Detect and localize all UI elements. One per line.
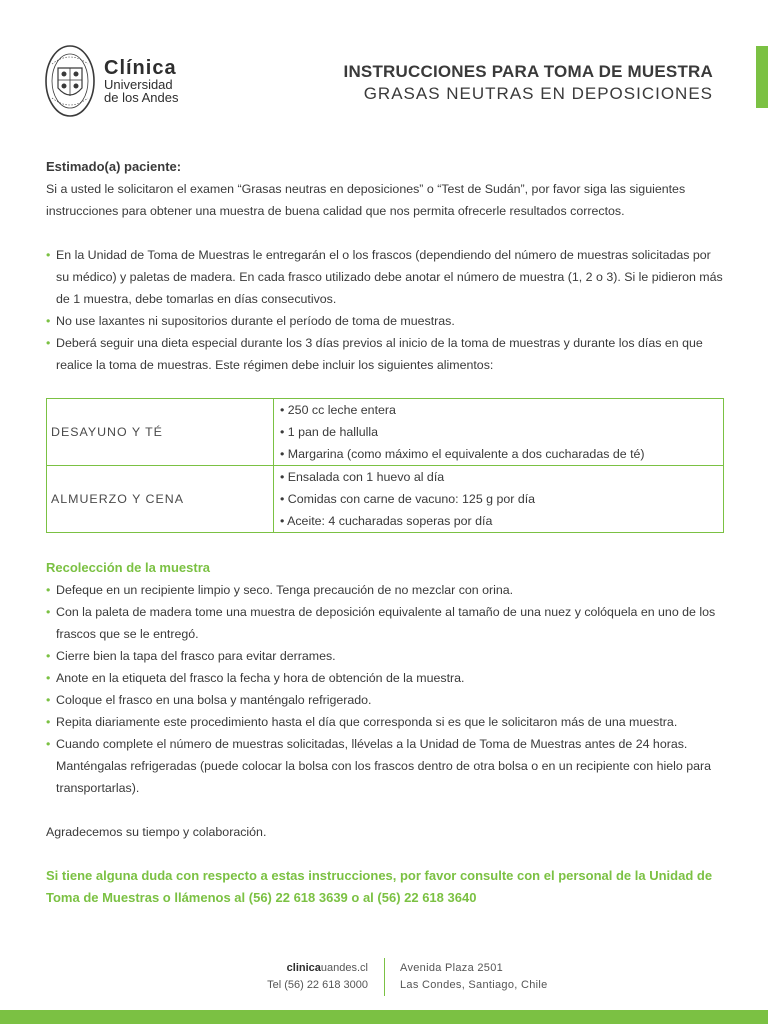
bullet-icon: •: [46, 715, 51, 729]
list-item: [46, 689, 724, 711]
bullet-icon: •: [46, 737, 51, 751]
step-text: Coloque el frasco en una bolsa y manténgalo refrigerado.: [56, 693, 372, 707]
food-item: • 1 pan de hallulla: [280, 425, 379, 439]
university-seal-icon: [44, 44, 96, 118]
list-item: [46, 711, 724, 733]
list-item: [46, 733, 724, 799]
list-item: [46, 332, 724, 376]
instruction-text: Deberá seguir una dieta especial durante los 3 días previos al inicio de la toma de muestras y durante los días en que realice la toma de muestras. Este régimen debe incluir los siguientes alimentos:: [56, 336, 703, 372]
meal-cell: ALMUERZO Y CENA: [47, 466, 274, 533]
bullet-icon: •: [46, 649, 51, 663]
food-item: • Ensalada con 1 huevo al día: [280, 470, 445, 484]
footer: [0, 958, 768, 998]
bullet-icon: •: [46, 605, 51, 619]
clinic-logo: [44, 44, 178, 118]
brand-line-3: de los Andes: [104, 90, 179, 105]
step-text: Repita diariamente este procedimiento hasta el día que corresponda si es que le solicitaron más de una muestra.: [56, 715, 678, 729]
bullet-icon: •: [46, 314, 51, 328]
bullet-icon: •: [46, 336, 51, 350]
bottom-accent-bar: [0, 1010, 768, 1024]
food-item: • Margarina (como máximo el equivalente a dos cucharadas de té): [280, 447, 645, 461]
table-row: [47, 399, 724, 466]
foods-cell: [274, 466, 724, 533]
website-bold: clinica: [286, 962, 321, 974]
document-title: INSTRUCCIONES PARA TOMA DE MUESTRA: [343, 62, 713, 81]
step-text: Con la paleta de madera tome una muestra de deposición equivalente al tamaño de una nuez y colóquela en uno de los frascos que se le entregó.: [56, 605, 716, 641]
intro-paragraph: Si a usted le solicitaron el examen “Grasas neutras en deposiciones” o “Test de Sudán”, por favor siga las siguientes instrucciones para obtener una muestra de buena calidad que nos permita ofrecerle resultados correctos.: [46, 182, 686, 218]
bullet-icon: •: [46, 693, 51, 707]
document-body: [46, 156, 724, 909]
food-item: • Aceite: 4 cucharadas soperas por día: [280, 514, 493, 528]
document-header: [344, 62, 713, 106]
list-item: [46, 667, 724, 689]
food-item: • Comidas con carne de vacuno: 125 g por día: [280, 492, 536, 506]
collection-title: Recolección de la muestra: [46, 560, 211, 575]
footer-divider: [384, 958, 385, 996]
bullet-icon: •: [46, 248, 51, 262]
website-rest: uandes.cl: [320, 962, 368, 974]
instruction-text: En la Unidad de Toma de Muestras le entregarán el o los frascos (dependiendo del número de muestras solicitadas por su médico) y paletas de madera. En cada frasco utilizado debe anotar el número de muestra (1, 2 o 3). Si le pidieron más de 1 muestra, debe tomarlas en días consecutivos.: [56, 248, 723, 306]
list-item: [46, 310, 724, 332]
bullet-icon: •: [46, 583, 51, 597]
footer-phone: Tel (56) 22 618 3000: [267, 979, 368, 991]
contact-note: Si tiene alguna duda con respecto a estas instrucciones, por favor consulte con el personal de la Unidad de Toma de Muestras o llámenos al (56) 22 618 3639 o al (56) 22 618 3640: [46, 868, 713, 905]
step-text: Defeque en un recipiente limpio y seco. Tenga precaución de no mezclar con orina.: [56, 583, 514, 597]
bullet-icon: •: [46, 671, 51, 685]
step-text: Anote en la etiqueta del frasco la fecha y hora de obtención de la muestra.: [56, 671, 465, 685]
address-line-2: Las Condes, Santiago, Chile: [400, 979, 548, 991]
accent-bar: [756, 46, 768, 108]
brand-line-2: Universidad: [104, 77, 173, 92]
list-item: [46, 244, 724, 310]
instructions-list: [46, 244, 724, 376]
step-text: Cuando complete el número de muestras solicitadas, llévelas a la Unidad de Toma de Muestras antes de 24 horas. Manténgalas refrigeradas (puede colocar la bolsa con los frascos dentro de otra bolsa o en un recipiente con hielo para transportarlas).: [56, 737, 712, 795]
list-item: [46, 645, 724, 667]
meal-cell: DESAYUNO Y TÉ: [47, 399, 274, 466]
diet-table: [46, 398, 724, 533]
document-subtitle: GRASAS NEUTRAS EN DEPOSICIONES: [363, 84, 713, 103]
list-item: [46, 579, 724, 601]
food-item: • 250 cc leche entera: [280, 403, 396, 417]
brand-name: Clínica: [104, 57, 177, 79]
collection-steps: [46, 579, 724, 799]
step-text: Cierre bien la tapa del frasco para evitar derrames.: [56, 649, 336, 663]
foods-cell: [274, 399, 724, 466]
footer-address: [400, 960, 548, 994]
greeting: Estimado(a) paciente:: [46, 159, 182, 174]
footer-contact: [267, 960, 368, 994]
thanks-text: Agradecemos su tiempo y colaboración.: [46, 825, 267, 839]
table-row: [47, 466, 724, 533]
instruction-text: No use laxantes ni supositorios durante el período de toma de muestras.: [56, 314, 455, 328]
address-line-1: Avenida Plaza 2501: [400, 962, 504, 974]
list-item: [46, 601, 724, 645]
